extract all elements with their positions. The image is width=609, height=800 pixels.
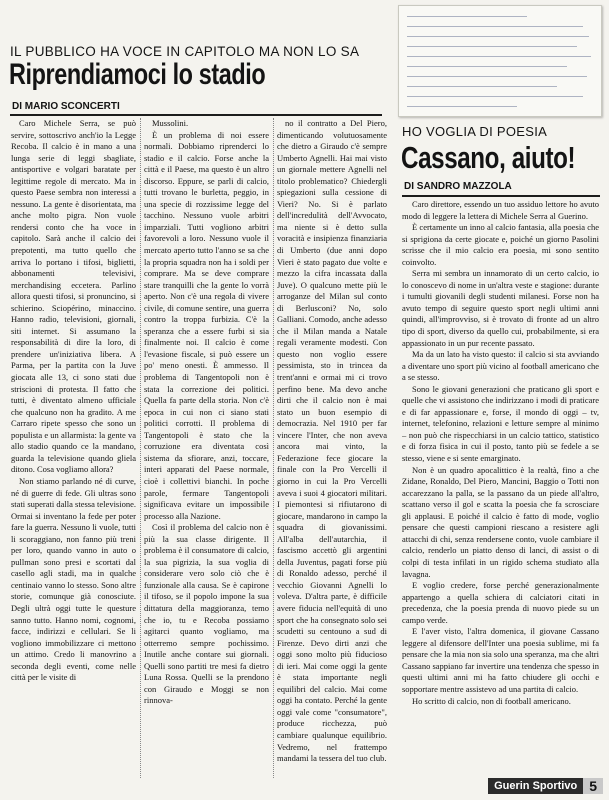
article-paragraph: Mussolini. bbox=[152, 118, 189, 128]
article-paragraph: Ho scritto di calcio, non di football americano. bbox=[412, 695, 571, 706]
right-article-column bbox=[402, 199, 599, 784]
left-article-column-1 bbox=[11, 118, 136, 788]
left-article-rule bbox=[10, 114, 382, 116]
left-article-column-2 bbox=[144, 118, 269, 788]
article-paragraph: no il contratto a Del Piero, dimenticando volutuosamente che dietro a Giraudo c'è sempre Umberto Agnelli. Hai mai visto un giornale mettere Agnelli nel titolo problematico? Chiedergli spiegazioni sulla cessione di Vieri? No. Si è parlato dell'incredulità dell'Avvocato, ma niente si è detto sulla voracità e insipienza finanziaria di Umberto (due anni dopo Vieri è stato pagato due volte e mezzo la cifra incassata dalla Juve). O qualcuno mette più le arroganze del Milan sul conto di Berlusconi? No, solo Galliani. Comodo, anche adesso che il Milan manda a Natale regali veramente modesti. Con questo non voglio essere pessimista, sto in trincea da trent'anni e ormai mi ci trovo perfino bene. Ma devo anche dirti che il calcio non è mai stato un buon esempio di democrazia. Nel 1910 per far vincere l'Inter, che non aveva ancora mai vinto, la Federazione fece giocare la finale con la Pro Vercelli il giorno in cui la Pro Vercelli aveva i suoi 4 giocatori militari. I piemontesi si rifiutarono di giocare, mandarono in campo la squadra di giovanissimi. All'alba dell'autarchia, il fascismo accettò gli argentini della Juventus, pagati forse più di Ronaldo adesso, perché il vecchio Giovanni Agnelli lo voleva. D'altra parte, è difficile avere fiducia nell'equità di uno sport che ha consegnato solo sei scudetti su centouno a sud di Firenze. Devo dirti anzi che oggi sono molto più fiducioso di ieri. Mai come oggi la gente è stata importante negli equilibri del calcio. Mai come oggi ha contato. Perché la gente oggi vale come "consumatore", produce ricchezza, può cambiare qualunque equilibrio. Vedremo, nel frattempo mandami la tessera del tuo club. bbox=[277, 118, 387, 764]
handwritten-letter-image bbox=[398, 5, 602, 117]
article-paragraph: È certamente un inno al calcio fantasia, alla poesia che si sprigiona da certe giocate e, poiché un giorno Pasolini scrisse che il mio calcio era poesia, mi sono sentito coinvolto. bbox=[402, 222, 599, 267]
left-article-kicker: IL PUBBLICO HA VOCE IN CAPITOLO MA NON LO SA bbox=[10, 44, 360, 59]
article-paragraph: Così il problema del calcio non è più la sua classe dirigente. Il problema è il consumatore di calcio, la sua pigrizia, la sua voglia di considerare vero solo ciò che è funzionale alla causa. Se è capirone il tifoso, se il popolo impone la sua dittatura della maggioranza, temo che io, tu e Recoba possiamo agitarci quanto vogliamo, ma otterremo sempre pochissimo. Inutile anche contare sui giornali. Quelli sono partiti tre mesi fa dietro Luna Rossa. Quelli se la prendono con Giraudo e Moggi se non rinnova- bbox=[144, 522, 269, 706]
article-paragraph: Sono le giovani generazioni che praticano gli sport e quelle che vi assistono che indirizzano i modi di praticare e di far appassionare e, forse, il mondo di oggi – tv, internet, telefonino, relazioni e letture sempre al minimo – non può che rispecchiarsi in un calcio tattico, statistico e di forza fisica in cui il posto, tanto più se fedele a se stesso, viene e si sente emarginato. bbox=[402, 383, 599, 464]
page-number: 5 bbox=[583, 778, 603, 794]
column-divider bbox=[273, 118, 274, 778]
right-article-byline: DI SANDRO MAZZOLA bbox=[404, 181, 512, 192]
article-paragraph: E l'aver visto, l'altra domenica, il giovane Cassano leggere al difensore dell'Inter una poesia sublime, mi fa pensare che la mia non sia solo una speranza, ma che altri Cassano sappiano far invertire una tendenza che spesso in questi ultimi anni mi ha fatto chiudere gli occhi e sopportare mentre assistevo ad una partita di calcio. bbox=[402, 626, 599, 694]
article-paragraph: Ma da un lato ha visto questo: il calcio si sta avviando a diventare uno sport più vicino al football americano che a se stesso. bbox=[402, 349, 599, 383]
right-article-kicker: HO VOGLIA DI POESIA bbox=[402, 124, 548, 139]
article-paragraph: Non stiamo parlando né di curve, né di guerre di fede. Gli ultras sono stati superati dalla stessa televisione. Ormai si inventano la fede per poter fare la guerra. Nessuno li vuole, tutti li scoraggiano, non fanno più treni per loro, quando vanno in auto o pullman sono presi e scortati dal casello agli stadi, ma in qualche centinaio vanno lo stesso. Sono altre storie, comunque già conosciute. Degli ultrà oggi tutte le questure sanno tutto. Hanno nomi, cognomi, facce, indirizzi e cellulari. Se li vogliono immobilizzare ci mettono un attimo. Credo li manovrino a seconda degli eventi, come nelle città per le visite di bbox=[11, 475, 136, 683]
left-article-byline: DI MARIO SCONCERTI bbox=[12, 101, 120, 112]
article-paragraph: Non è un quadro apocalittico è la realtà, fino a che Zidane, Ronaldo, Del Piero, Mancini, Baggio o Totti non accarezzano la palla, se la passano da un piede all'altro, scattano verso il gol e scatta la poesia che fa scrosciare gli applausi. E poiché il calcio è fatto di mode, voglio pensare che questi campioni riescano a resistere agli attacchi di chi, senza rendersene conto, vuole cambiare il calcio, renderlo un piatto denso di lanci, di assist o di colpi di testa infilati in un rigido schema studiato alla lavagna. bbox=[402, 464, 599, 579]
right-article-title: Cassano, aiuto! bbox=[401, 140, 576, 175]
article-paragraph: Caro Michele Serra, se può servire, sottoscrivo anch'io la Legge Recoba. Il calcio è in mano a una lunga serie di leggi sbagliate, antisportive e volgari baratate per legittime regole di mercato. Ma in questo Paese sembra non interessi a nessuno. La gente è disorientata, ma anche molto pigra. Non vuole rendersi conto che ha voce in capitolo. Sarà anche il calcio dei prepotenti, ma tutto quello che arriva lo portano i tifosi, biglietti, abbonamenti televisivi, merchandising eccetera. Parlino allora questi tifosi, si pronuncino, si schierino. Sciopérino, minaccino. Hanno radio, televisioni, giornali, siti internet. Si assumano la responsabilità di dire la loro, di prendere un'iniziativa libera. A Parma, per la partita con la Juve giocata alle 13, ci sono stati due striscioni di protesta. Il fatto che tutti, è diventato almeno ufficiale che qualcuno non ha gradito. A me Carraro ripete spesso che sono un populista e un allarmista: la gente va allo stadio quando ce la mandano, guarda la televisione quando gliela ditono. Cosa vogliamo allora? bbox=[11, 118, 136, 475]
right-article-rule bbox=[402, 195, 600, 197]
left-article-column-3 bbox=[277, 118, 387, 778]
article-paragraph: E voglio credere, forse perché generazionalmente appartengo a quella schiera di calciatori citati in precedenza, che la poesia prenda di nuovo piede su un campo verde. bbox=[402, 580, 599, 625]
article-paragraph: Serra mi sembra un innamorato di un certo calcio, io lo conoscevo di nome in un'altra veste e stagione: durante i tumulti giovanili degli studenti milanesi. Forse non ha avuto tempo di seguire questo sport negli ultimi anni quindi, all'improvviso, si è trovato di fronte ad un altro tipo di sport, diverso da quello cui, probabilmente, si era appassionato in un pur recente passato. bbox=[402, 268, 599, 348]
column-divider bbox=[140, 118, 141, 778]
article-paragraph: È un problema di noi essere normali. Dobbiamo riprenderci lo stadio e il calcio. Forse anche la città e il Paese, ma questo è un altro discorso. Eppure, se parli di calcio, tutti trovano le burletta, peggio, in una specie di rozzissime legge del tacchino. Nessuno vuole arbitri imparziali. Tutti vogliono arbitri favorevoli a loro. Nessuno vuole il mercato aperto tutto l'anno se sa che la propria squadra non ha i soldi per comprare. Ma se deve comprare stare tranquilli che la gente lo vorrà aperto. Non c'è una regola di vivere civile, di comune sentire, una guerra contro la troppa furbizia. C'è la speranza che a essere furbi si sia finalmente noi. Il calcio è come l'evasione fiscale, si può essere un po' meno onesti. È ammesso. Il problema di Tangentopoli non è stata la correzione dei politici. Quella fa parte della storia. Non c'è epoca in cui non ci siano stati politici corrotti. Il problema di Tangentopoli è stato che la corruzione era diventata così sistema da sfiorare, anzi, toccare, interi apparati del Paese normale, cioè i collettivi bianchi. In poche parole, fermare Tangentopoli significava evitare un impossibile processo alla Nazione. bbox=[144, 129, 269, 521]
article-paragraph: Caro direttore, essendo un tuo assiduo lettore ho avuto modo di leggere la lettera di Michele Serra al Guerino. bbox=[402, 199, 599, 221]
left-article-title: Riprendiamoci lo stadio bbox=[9, 58, 266, 91]
page-footer bbox=[488, 778, 603, 794]
magazine-name: Guerin Sportivo bbox=[488, 778, 583, 794]
